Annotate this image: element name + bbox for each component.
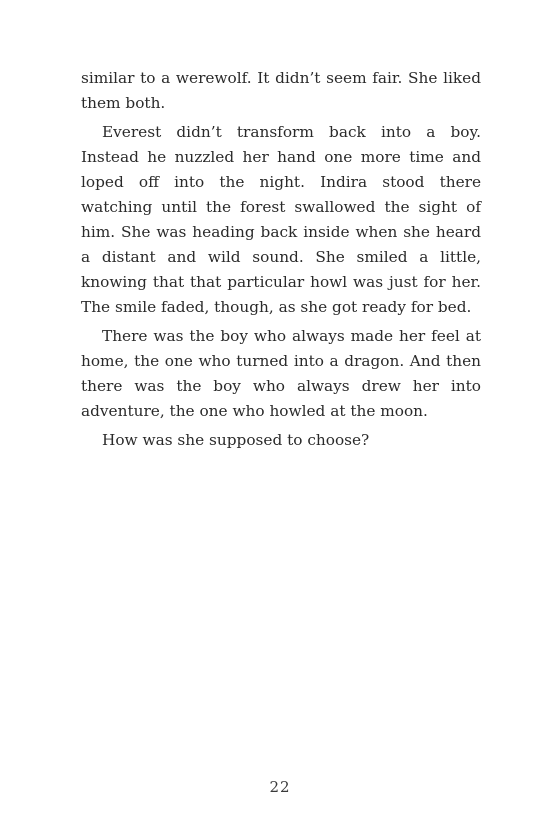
paragraph-3: There was the boy who always made her feel at home, the one who turned into a dragon. And then there was the boy who always drew her into adventure, the one who howled at the moon. [81, 327, 481, 420]
paragraph-1: similar to a werewolf. It didn’t seem fair. She liked them both. [81, 69, 481, 112]
body-text [81, 66, 481, 457]
paragraph-2: Everest didn’t transform back into a boy. Instead he nuzzled her hand one more time and loped off into the night. Indira stood there watching until the forest swallowed the sight of him. She was heading back inside when she heard a distant and wild sound. She smiled a little, knowing that that particular howl was just for her. The smile faded, though, as she got ready for bed. [81, 123, 481, 316]
paragraph-4: How was she supposed to choose? [102, 431, 370, 449]
page-number: 22 [269, 778, 291, 796]
